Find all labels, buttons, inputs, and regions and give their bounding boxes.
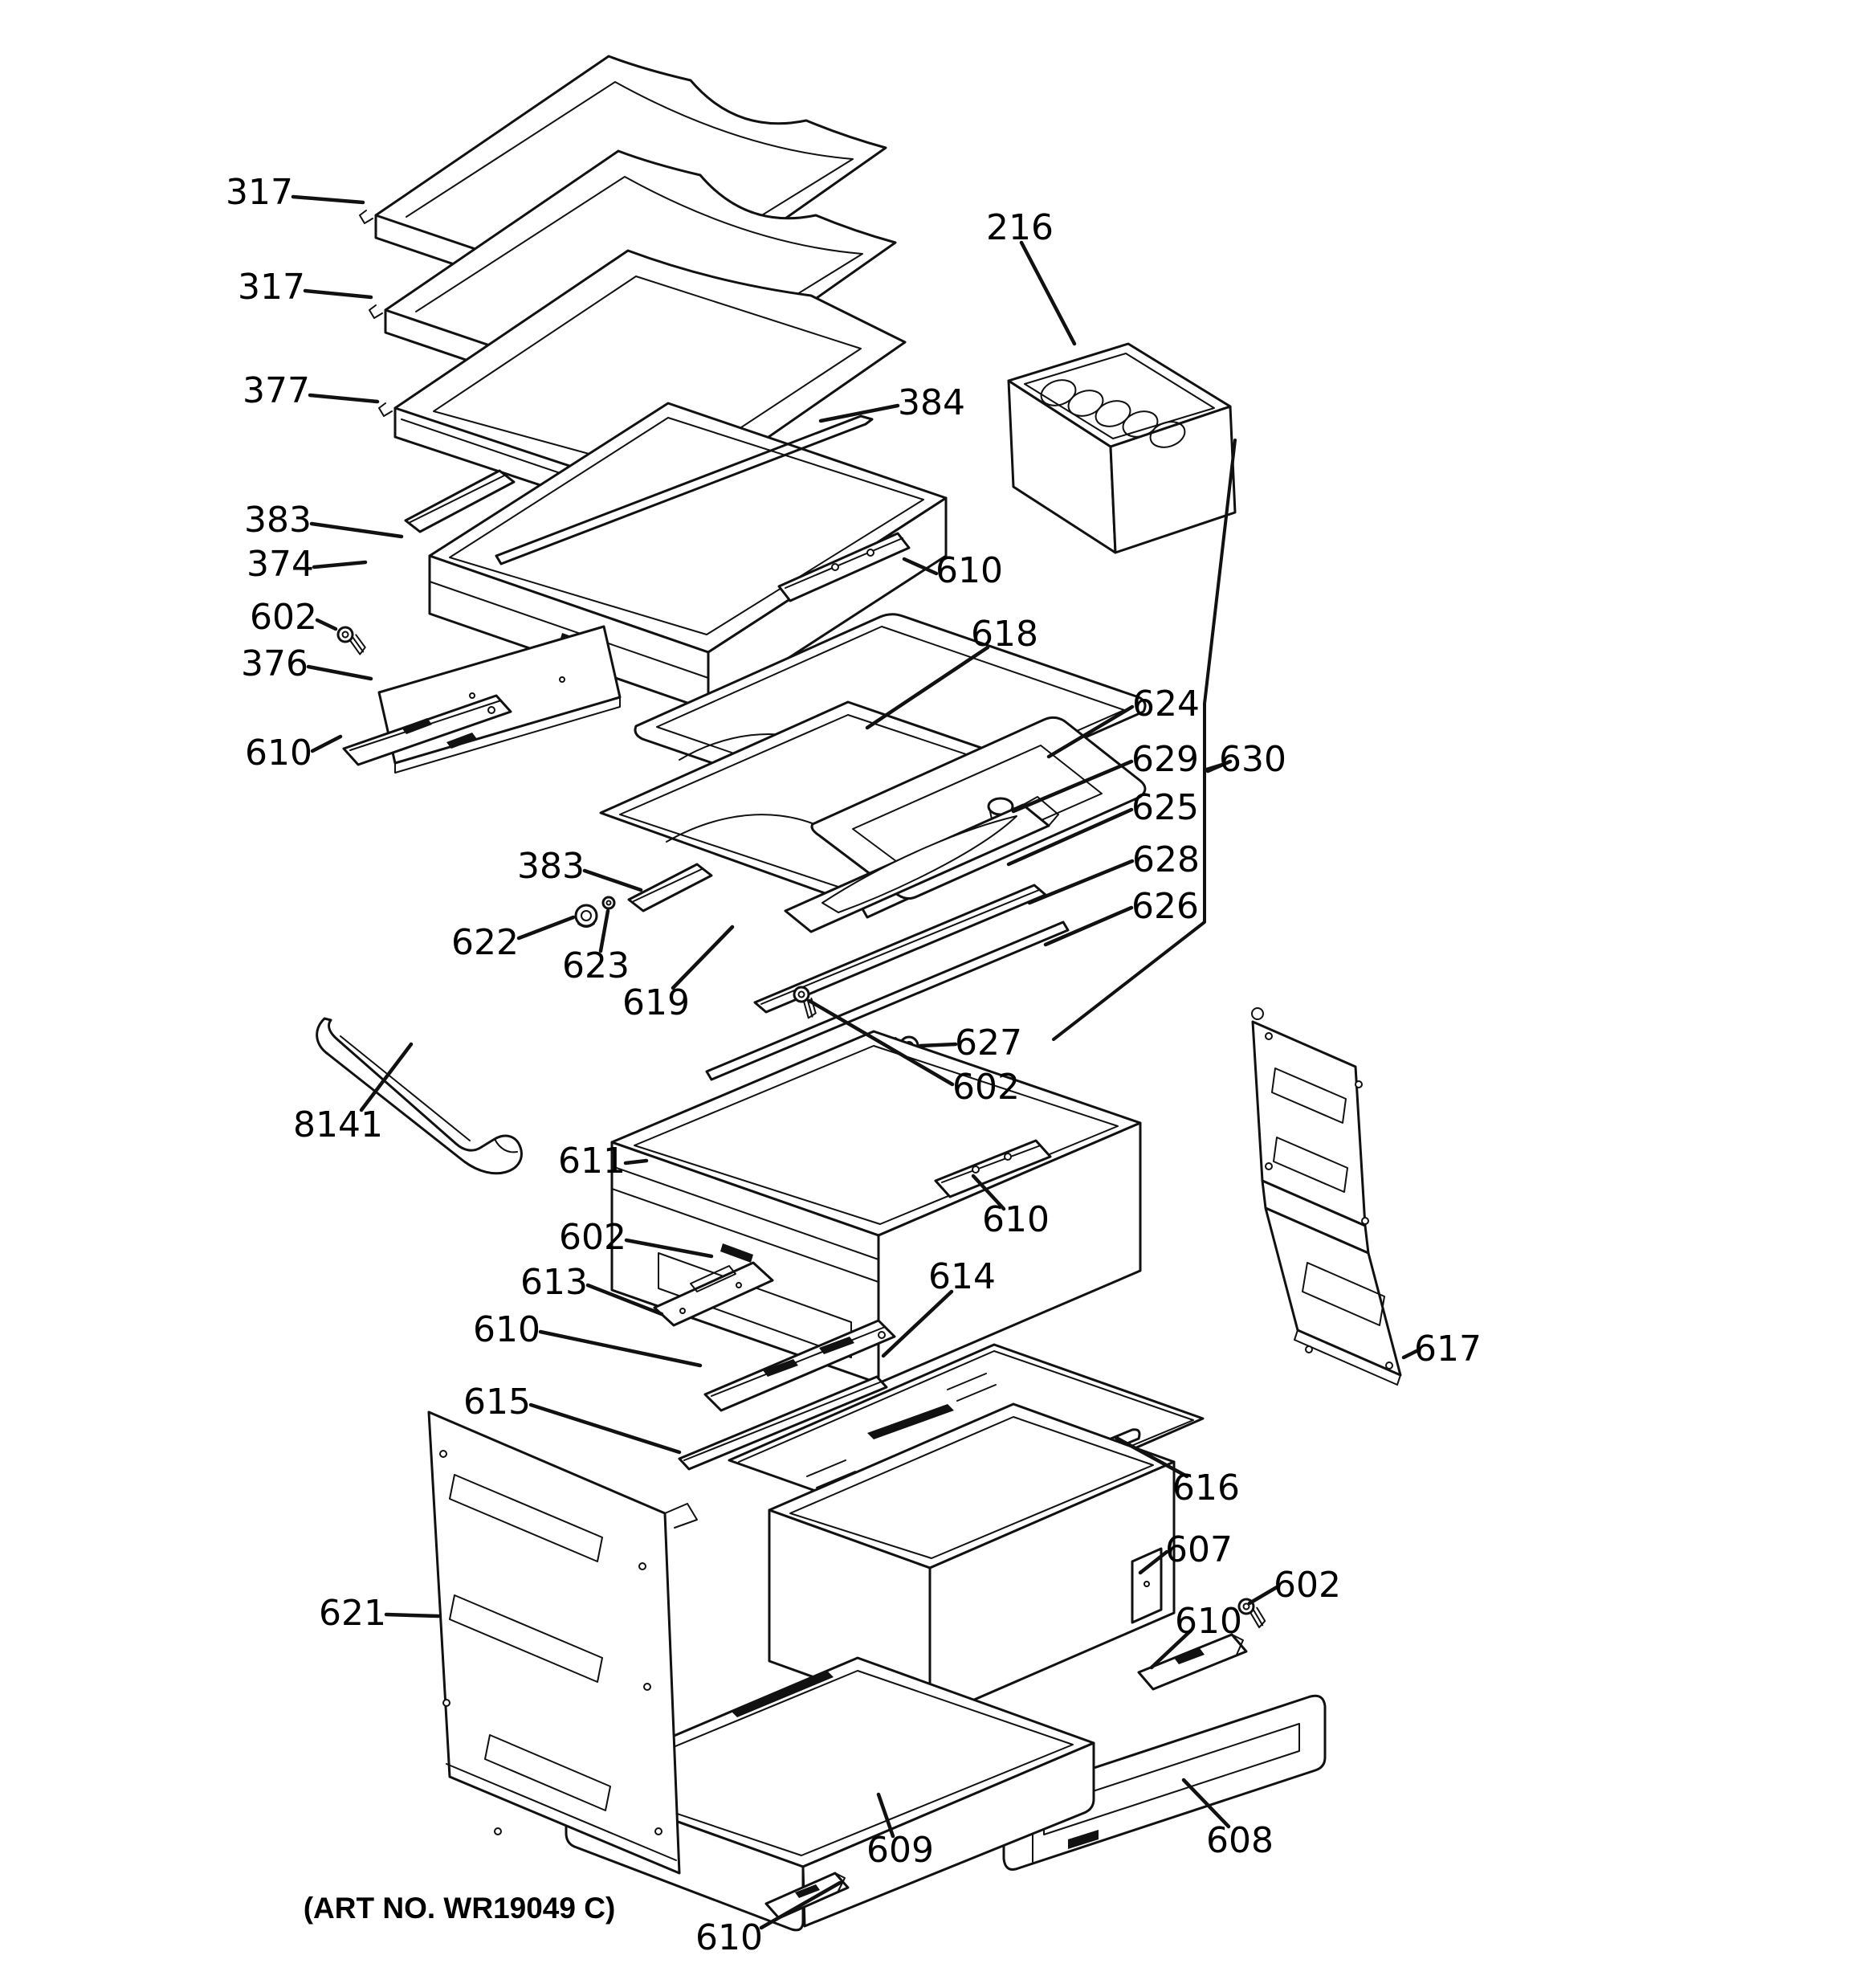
part-label-624-12: 624: [1132, 684, 1200, 725]
part-label-602-26: 602: [559, 1217, 626, 1258]
leader-line-216-8: [1021, 243, 1074, 344]
leader-line-383-20: [585, 871, 641, 890]
washer-623-drawing: [603, 897, 614, 908]
part-label-376-6: 376: [241, 643, 308, 684]
leader-line-628-16: [1029, 861, 1132, 903]
part-label-610-34: 610: [1175, 1601, 1242, 1642]
part-label-619-23: 619: [622, 982, 690, 1023]
part-label-317-1: 317: [238, 267, 305, 308]
grommet-622-drawing: [576, 905, 597, 927]
part-label-630-14: 630: [1219, 739, 1286, 780]
part-label-621-39: 621: [319, 1593, 386, 1634]
screw-602-a-drawing: [334, 626, 369, 655]
part-label-615-29: 615: [463, 1382, 531, 1423]
leader-line-383-3: [312, 524, 402, 537]
part-label-602-19: 602: [952, 1067, 1020, 1108]
part-label-610-10: 610: [936, 550, 1003, 591]
part-label-383-3: 383: [244, 500, 312, 541]
part-label-608-36: 608: [1206, 1820, 1274, 1861]
leader-line-621-39: [386, 1614, 438, 1616]
leader-line-384-9: [821, 406, 898, 421]
part-label-626-17: 626: [1131, 886, 1199, 927]
leader-line-374-4: [314, 562, 365, 567]
leader-line-627-18: [920, 1044, 956, 1046]
part-label-610-31: 610: [982, 1199, 1050, 1240]
part-label-616-32: 616: [1172, 1468, 1240, 1508]
part-label-625-15: 625: [1131, 787, 1199, 828]
part-label-8141-24: 8141: [293, 1104, 383, 1145]
part-label-602-5: 602: [250, 597, 317, 638]
part-label-609-37: 609: [866, 1830, 934, 1871]
part-label-317-0: 317: [226, 172, 293, 213]
part-label-628-16: 628: [1132, 839, 1200, 880]
part-label-622-21: 622: [451, 922, 519, 963]
part-label-611-25: 611: [558, 1141, 626, 1182]
part-label-216-8: 216: [986, 207, 1054, 248]
leader-line-611-25: [626, 1161, 646, 1163]
part-label-602-35: 602: [1274, 1565, 1341, 1606]
part-label-610-38: 610: [695, 1917, 763, 1958]
trim-strip-383-lower-drawing: [629, 864, 711, 911]
part-label-607-33: 607: [1165, 1529, 1233, 1570]
part-label-377-2: 377: [243, 370, 310, 411]
side-panel-617-drawing: [1252, 1008, 1400, 1385]
leader-line-615-29: [531, 1405, 679, 1452]
leader-line-317-1: [305, 291, 371, 297]
art-no-text: (ART NO. WR19049 C): [303, 1892, 616, 1925]
leader-line-619-23: [673, 927, 732, 988]
part-label-613-27: 613: [520, 1262, 588, 1303]
leader-line-602-35: [1249, 1587, 1277, 1603]
leader-line-376-6: [308, 667, 371, 679]
bin-216-drawing: [1009, 344, 1235, 553]
part-label-374-4: 374: [247, 544, 314, 585]
leader-line-610-28: [540, 1332, 700, 1365]
leader-line-626-17: [1046, 908, 1131, 945]
part-label-623-22: 623: [562, 945, 630, 986]
part-label-610-7: 610: [245, 733, 312, 774]
part-label-614-30: 614: [928, 1256, 996, 1297]
leader-line-610-7: [312, 737, 340, 751]
part-label-617-40: 617: [1414, 1329, 1482, 1370]
part-label-627-18: 627: [955, 1023, 1022, 1063]
part-label-618-11: 618: [971, 614, 1038, 655]
leader-line-622-21: [519, 917, 573, 938]
side-panel-621-drawing: [429, 1412, 697, 1873]
part-label-384-9: 384: [898, 382, 965, 423]
slide-rail-610-lower-right-drawing: [1139, 1635, 1246, 1689]
trim-8141-drawing: [317, 1018, 522, 1174]
leader-line-317-0: [293, 197, 363, 202]
part-label-610-28: 610: [473, 1309, 540, 1350]
part-label-383-20: 383: [517, 846, 585, 887]
leader-line-602-5: [317, 620, 336, 629]
leader-line-377-2: [310, 395, 377, 402]
part-label-629-13: 629: [1131, 739, 1199, 780]
